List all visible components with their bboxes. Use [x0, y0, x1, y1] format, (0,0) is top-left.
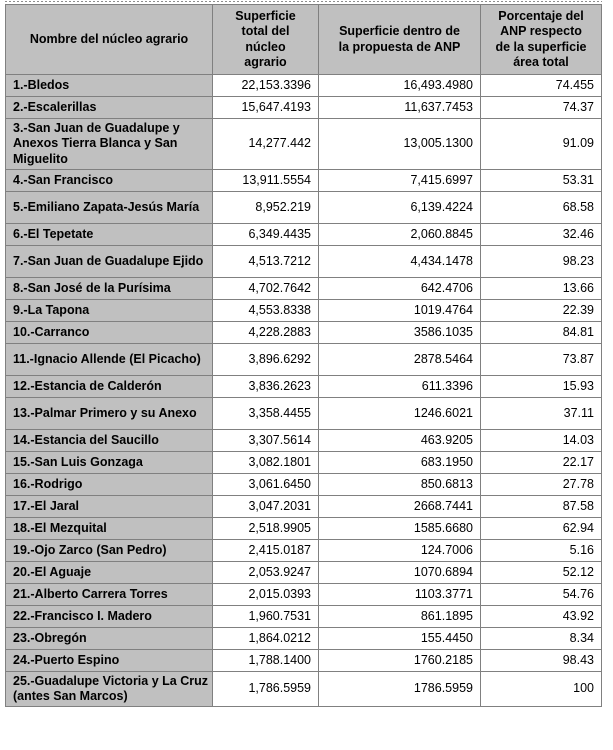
cell-anp-percentage: 27.78	[481, 473, 602, 495]
cell-total-surface: 13,911.5554	[213, 169, 319, 191]
cell-total-surface: 2,518.9905	[213, 517, 319, 539]
agrarian-nuclei-table	[5, 4, 602, 707]
cell-total-surface: 2,415.0187	[213, 539, 319, 561]
table-row	[6, 277, 602, 299]
cell-surface-in-anp: 124.7006	[319, 539, 481, 561]
cell-surface-in-anp: 2878.5464	[319, 343, 481, 375]
cell-nucleus-name: 14.-Estancia del Saucillo	[6, 429, 213, 451]
cell-surface-in-anp: 683.1950	[319, 451, 481, 473]
cell-nucleus-name: 19.-Ojo Zarco (San Pedro)	[6, 539, 213, 561]
cell-nucleus-name: 13.-Palmar Primero y su Anexo	[6, 397, 213, 429]
table-row	[6, 473, 602, 495]
cell-surface-in-anp: 1103.3771	[319, 583, 481, 605]
cell-total-surface: 1,864.0212	[213, 627, 319, 649]
cell-total-surface: 6,349.4435	[213, 223, 319, 245]
cell-anp-percentage: 32.46	[481, 223, 602, 245]
cell-total-surface: 3,836.2623	[213, 375, 319, 397]
cell-nucleus-name: 17.-El Jaral	[6, 495, 213, 517]
cell-surface-in-anp: 1070.6894	[319, 561, 481, 583]
cell-total-surface: 3,082.1801	[213, 451, 319, 473]
cell-surface-in-anp: 6,139.4224	[319, 191, 481, 223]
cell-anp-percentage: 73.87	[481, 343, 602, 375]
cell-anp-percentage: 52.12	[481, 561, 602, 583]
cell-surface-in-anp: 850.6813	[319, 473, 481, 495]
cell-nucleus-name: 1.-Bledos	[6, 75, 213, 97]
cell-nucleus-name: 12.-Estancia de Calderón	[6, 375, 213, 397]
cell-anp-percentage: 98.43	[481, 649, 602, 671]
table-header	[6, 5, 602, 75]
cell-total-surface: 3,896.6292	[213, 343, 319, 375]
cell-nucleus-name: 11.-Ignacio Allende (El Picacho)	[6, 343, 213, 375]
header-line: Superficie dentro de	[339, 24, 460, 39]
table-row	[6, 169, 602, 191]
cell-total-surface: 14,277.442	[213, 119, 319, 170]
column-header-total-surface	[213, 5, 319, 75]
cell-anp-percentage: 22.39	[481, 299, 602, 321]
column-header-anp-percentage	[481, 5, 602, 75]
cell-anp-percentage: 15.93	[481, 375, 602, 397]
cell-surface-in-anp: 3586.1035	[319, 321, 481, 343]
cell-total-surface: 4,513.7212	[213, 245, 319, 277]
header-line: de la superficie	[495, 39, 587, 54]
cell-total-surface: 1,786.5959	[213, 671, 319, 707]
cell-total-surface: 2,053.9247	[213, 561, 319, 583]
column-header-name	[6, 5, 213, 75]
cell-surface-in-anp: 1786.5959	[319, 671, 481, 707]
cell-anp-percentage: 43.92	[481, 605, 602, 627]
table-row	[6, 561, 602, 583]
cell-total-surface: 4,553.8338	[213, 299, 319, 321]
cell-anp-percentage: 91.09	[481, 119, 602, 170]
header-line: núcleo	[245, 39, 286, 54]
table-row	[6, 671, 602, 707]
cell-total-surface: 4,228.2883	[213, 321, 319, 343]
cell-total-surface: 3,307.5614	[213, 429, 319, 451]
table-row	[6, 245, 602, 277]
cell-total-surface: 3,358.4455	[213, 397, 319, 429]
header-line: total del	[241, 24, 290, 39]
cell-nucleus-name: 20.-El Aguaje	[6, 561, 213, 583]
cell-anp-percentage: 54.76	[481, 583, 602, 605]
cell-surface-in-anp: 1760.2185	[319, 649, 481, 671]
cell-nucleus-name: 7.-San Juan de Guadalupe Ejido	[6, 245, 213, 277]
cell-nucleus-name: 10.-Carranco	[6, 321, 213, 343]
table-row	[6, 119, 602, 170]
cell-anp-percentage: 22.17	[481, 451, 602, 473]
table-row	[6, 429, 602, 451]
cell-total-surface: 3,061.6450	[213, 473, 319, 495]
table-row	[6, 495, 602, 517]
cell-anp-percentage: 87.58	[481, 495, 602, 517]
cell-anp-percentage: 13.66	[481, 277, 602, 299]
cell-nucleus-name: 2.-Escalerillas	[6, 97, 213, 119]
cell-surface-in-anp: 7,415.6997	[319, 169, 481, 191]
table-body	[6, 75, 602, 707]
cell-nucleus-name: 23.-Obregón	[6, 627, 213, 649]
cell-anp-percentage: 14.03	[481, 429, 602, 451]
cell-anp-percentage: 84.81	[481, 321, 602, 343]
table-row	[6, 517, 602, 539]
table-row	[6, 375, 602, 397]
cell-nucleus-name: 22.-Francisco I. Madero	[6, 605, 213, 627]
table-row	[6, 649, 602, 671]
cell-anp-percentage: 62.94	[481, 517, 602, 539]
scan-artifact-line	[5, 1, 602, 2]
table-row	[6, 539, 602, 561]
cell-surface-in-anp: 1246.6021	[319, 397, 481, 429]
header-line: agrario	[244, 54, 287, 69]
cell-anp-percentage: 8.34	[481, 627, 602, 649]
cell-nucleus-name: 6.-El Tepetate	[6, 223, 213, 245]
cell-nucleus-name: 5.-Emiliano Zapata-Jesús María	[6, 191, 213, 223]
header-line: ANP respecto	[500, 24, 582, 39]
cell-nucleus-name: 24.-Puerto Espino	[6, 649, 213, 671]
cell-surface-in-anp: 463.9205	[319, 429, 481, 451]
cell-surface-in-anp: 1585.6680	[319, 517, 481, 539]
cell-nucleus-name: 3.-San Juan de Guadalupe y Anexos Tierra Blanca y San Miguelito	[6, 119, 213, 170]
cell-nucleus-name: 16.-Rodrigo	[6, 473, 213, 495]
cell-surface-in-anp: 11,637.7453	[319, 97, 481, 119]
table-row	[6, 627, 602, 649]
cell-surface-in-anp: 642.4706	[319, 277, 481, 299]
cell-surface-in-anp: 611.3396	[319, 375, 481, 397]
cell-nucleus-name: 15.-San Luis Gonzaga	[6, 451, 213, 473]
table-row	[6, 191, 602, 223]
header-line: Porcentaje del	[498, 9, 584, 23]
cell-surface-in-anp: 1019.4764	[319, 299, 481, 321]
cell-anp-percentage: 37.11	[481, 397, 602, 429]
table-row	[6, 75, 602, 97]
header-line: la propuesta de ANP	[338, 39, 461, 54]
cell-surface-in-anp: 4,434.1478	[319, 245, 481, 277]
cell-anp-percentage: 100	[481, 671, 602, 707]
table-header-row	[6, 5, 602, 75]
table-row	[6, 583, 602, 605]
cell-anp-percentage: 74.37	[481, 97, 602, 119]
cell-total-surface: 1,788.1400	[213, 649, 319, 671]
cell-total-surface: 22,153.3396	[213, 75, 319, 97]
cell-surface-in-anp: 2,060.8845	[319, 223, 481, 245]
agrarian-nuclei-table-container	[5, 4, 601, 707]
cell-nucleus-name: 9.-La Tapona	[6, 299, 213, 321]
cell-total-surface: 1,960.7531	[213, 605, 319, 627]
table-row	[6, 343, 602, 375]
cell-total-surface: 2,015.0393	[213, 583, 319, 605]
cell-anp-percentage: 68.58	[481, 191, 602, 223]
table-row	[6, 397, 602, 429]
cell-anp-percentage: 53.31	[481, 169, 602, 191]
cell-anp-percentage: 5.16	[481, 539, 602, 561]
cell-nucleus-name: 4.-San Francisco	[6, 169, 213, 191]
cell-surface-in-anp: 13,005.1300	[319, 119, 481, 170]
table-row	[6, 605, 602, 627]
header-line: Nombre del núcleo agrario	[29, 31, 189, 46]
table-row	[6, 223, 602, 245]
cell-surface-in-anp: 155.4450	[319, 627, 481, 649]
table-row	[6, 97, 602, 119]
cell-surface-in-anp: 861.1895	[319, 605, 481, 627]
header-line: área total	[513, 54, 569, 69]
table-row	[6, 451, 602, 473]
cell-nucleus-name: 18.-El Mezquital	[6, 517, 213, 539]
cell-nucleus-name: 25.-Guadalupe Victoria y La Cruz (antes San Marcos)	[6, 671, 213, 707]
cell-anp-percentage: 74.455	[481, 75, 602, 97]
cell-surface-in-anp: 2668.7441	[319, 495, 481, 517]
cell-total-surface: 3,047.2031	[213, 495, 319, 517]
cell-nucleus-name: 8.-San José de la Purísima	[6, 277, 213, 299]
cell-total-surface: 15,647.4193	[213, 97, 319, 119]
cell-total-surface: 8,952.219	[213, 191, 319, 223]
cell-total-surface: 4,702.7642	[213, 277, 319, 299]
column-header-surface-inside-anp	[319, 5, 481, 75]
cell-anp-percentage: 98.23	[481, 245, 602, 277]
cell-surface-in-anp: 16,493.4980	[319, 75, 481, 97]
table-row	[6, 299, 602, 321]
header-line: Superficie	[235, 9, 296, 23]
cell-nucleus-name: 21.-Alberto Carrera Torres	[6, 583, 213, 605]
table-row	[6, 321, 602, 343]
